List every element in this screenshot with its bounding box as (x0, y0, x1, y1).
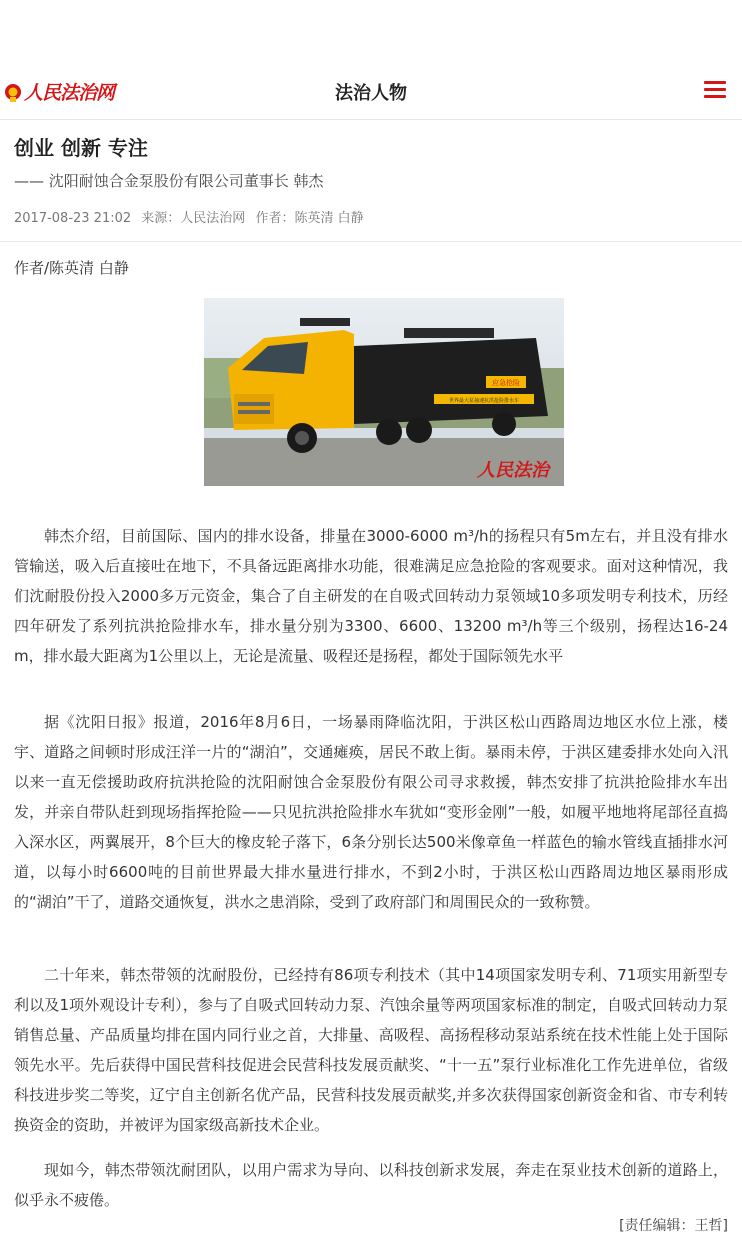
article-source: 来源：人民法治网 (141, 211, 246, 226)
trailer-side-text: 世界最大泵抽速抗洪抢险排水车 (448, 398, 520, 404)
article-header (0, 120, 742, 242)
photo-watermark: 人民法治 (477, 460, 549, 481)
article-paragraph-3: 二十年来，韩杰带领的沈耐股份，已经持有86项专利技术（其中14项国家发明专利、71项实用新型专利以及1项外观设计专利），参与了自吸式回转动力泵、汽蚀余量等两项国家标准的制定，自吸式回转动力泵销售总量、产品质量均排在国内同行业之首，大排量、高吸程、高扬程移动泵站系统在技术性能上处于国际领先水平。先后获得中国民营科技促进会民营科技发展贡献奖、“十一五”泵行业标准化工作先进单位，省级科技进步奖二等奖，辽宁自主创新名优产品，民营科技发展贡献奖,并多次获得国家创新资金和省、市专利转换资金的资助，并被评为国家级高新技术企业。 (14, 966, 728, 1134)
hamburger-menu-icon[interactable] (704, 81, 726, 99)
byline: 作者/陈英清 白静 (14, 259, 129, 277)
publish-date: 2017-08-23 21:02 (14, 211, 132, 226)
top-header (0, 64, 742, 120)
article-title: 创业 创新 专注 (14, 136, 148, 160)
logo-text: 人民法治网 (24, 82, 115, 104)
responsible-editor: [责任编辑：王哲] (619, 1218, 728, 1234)
article-paragraph-1: 韩杰介绍，目前国际、国内的排水设备，排量在3000-6000 m³/h的扬程只有5m左右，并且没有排水管输送，吸入后直接吐在地下，不具备远距离排水功能，很难满足应急抢险的客观要求。面对这种情况，我们沈耐股份投入2000多万元资金，集合了自主研发的在自吸式回转动力泵领域10多项发明专利技术，历经四年研发了系列抗洪抢险排水车，排水量分别为3300、6600、13200 m³/h等三个级别，扬程达16-24 m，排水最大距离为1公里以上，无论是流量、吸程还是扬程，都处于国际领先水平 (14, 527, 728, 665)
article-paragraph-4: 现如今，韩杰带领沈耐团队，以用户需求为导向、以科技创新求发展，奔走在泵业技术创新的道路上，似乎永不疲倦。 (14, 1161, 728, 1209)
article-paragraph-2: 据《沈阳日报》报道，2016年8月6日，一场暴雨降临沈阳，于洪区松山西路周边地区水位上涨，楼宇、道路之间顿时形成汪洋一片的“湖泊”，交通瘫痪，居民不敢上街。暴雨未停，于洪区建委排水处向入汛以来一直无偿援助政府抗洪抢险的沈阳耐蚀合金泵股份有限公司寻求救援，韩杰安排了抗洪抢险排水车出发，并亲自带队赶到现场指挥抢险——只见抗洪抢险排水车犹如“变形金刚”一般，如履平地地将尾部径直捣入深水区，两翼展开，8个巨大的橡皮轮子落下，6条分别长达500米像章鱼一样蓝色的输水管线直插排水河道，以每小时6600吨的目前世界最大排水量进行排水，不到2小时，于洪区松山西路周边地区暴雨形成的“湖泊”干了，道路交通恢复，洪水之患消除，受到了政府部门和周围民众的一致称赞。 (14, 713, 728, 911)
article-author: 作者：陈英清 白静 (255, 211, 364, 226)
article-photo (204, 298, 564, 486)
truck-photo-illustration (204, 298, 564, 486)
article-meta (14, 207, 370, 226)
trailer-banner-text: 应急抢险 (492, 379, 520, 387)
article-subtitle: —— 沈阳耐蚀合金泵股份有限公司董事长 韩杰 (14, 172, 324, 190)
channel-title: 法治人物 (335, 83, 407, 104)
